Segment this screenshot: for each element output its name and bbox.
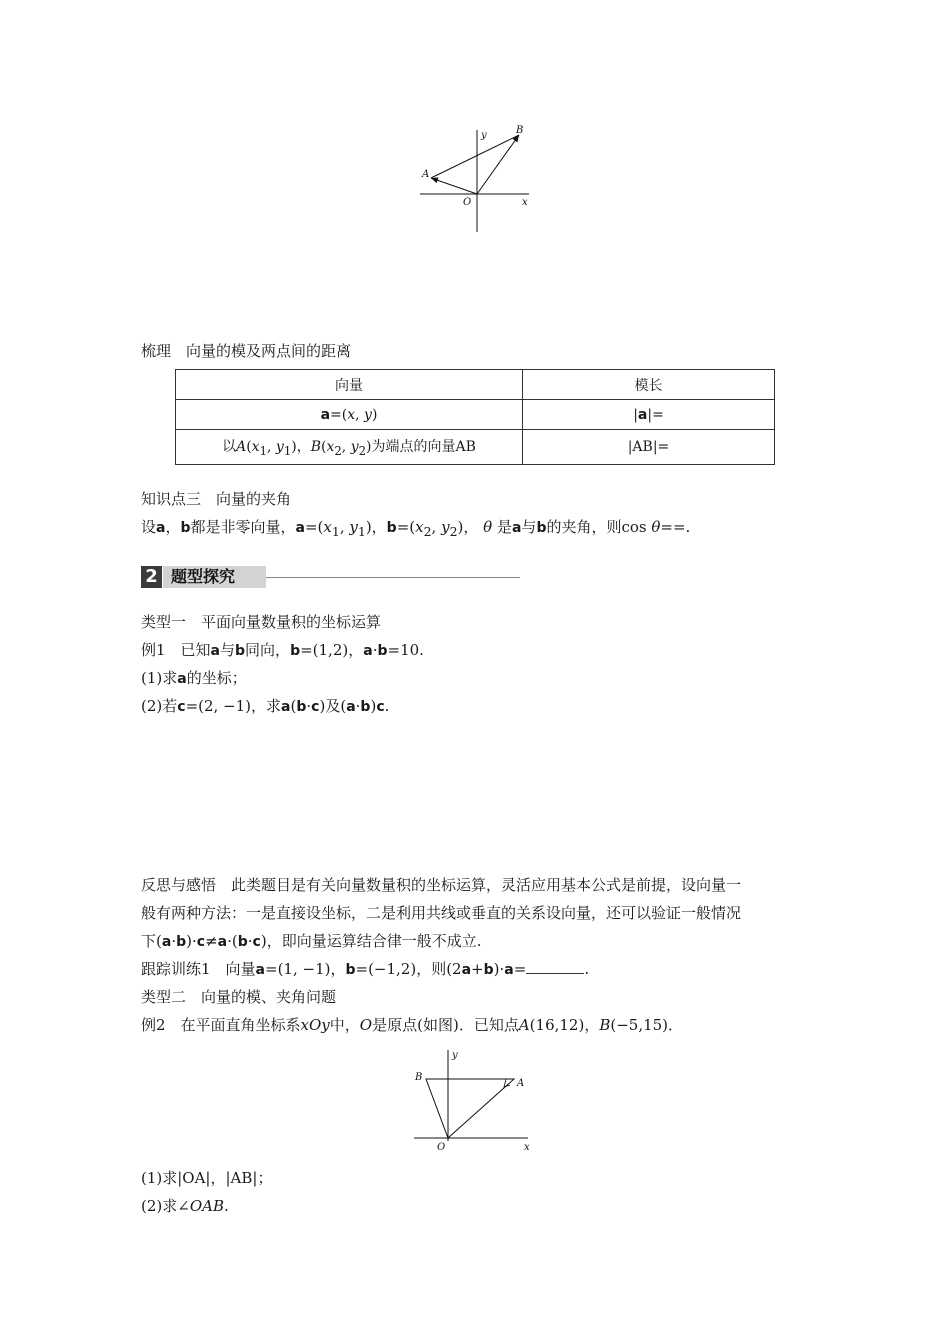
vector-ob <box>477 135 519 194</box>
label-y: y <box>481 130 487 141</box>
table-row <box>176 430 775 465</box>
example2-q2: (2)求∠OAB. <box>141 1197 229 1215</box>
label-a: A <box>517 1078 525 1089</box>
row2-vector: 以$A(x_1$, $y_1$)，$B(x_2$, $y_2$)为端点的向量AB <box>176 430 523 465</box>
example2-stem: 例2 在平面直角坐标系xOy中，O是原点(如图)．已知点A(16,12)，B(−5,15)． <box>141 1016 684 1034</box>
section-rule <box>266 577 520 578</box>
type2-title: 类型二 向量的模、夹角问题 <box>141 988 337 1006</box>
label-x: x <box>524 1142 530 1153</box>
example1-stem: 例1 已知a与b同向，b=(1,2)，a·b=10. <box>141 641 424 659</box>
kp3-text: 设a，b都是非零向量，$a=(x_1$, $y_1$)，$b=(x_2$, $y_2$)， θ 是a与b的夹角，则cos θ==. <box>141 518 691 539</box>
answer-blank[interactable] <box>526 959 584 974</box>
label-x: x <box>522 197 528 208</box>
review-heading: 梳理 向量的模及两点间的距离 <box>141 342 352 360</box>
example1-q1: (1)求a的坐标； <box>141 669 247 687</box>
label-o: O <box>463 197 472 208</box>
header-modulus: 模长 <box>523 370 775 400</box>
triangle-oab <box>426 1079 514 1138</box>
row1-modulus: |a|= <box>523 400 775 430</box>
figure-triangle-oab <box>410 1046 540 1156</box>
kp3-title: 知识点三 向量的夹角 <box>141 490 292 508</box>
label-b: B <box>516 125 524 136</box>
reflect-line2: 般有两种方法：一是直接设坐标，二是利用共线或垂直的关系设向量，还可以验证一般情况 <box>141 904 742 922</box>
section-title: 题型探究 <box>163 566 266 588</box>
segment-ab <box>431 135 519 178</box>
row1-vector: a=(x, y) <box>176 400 523 430</box>
table-header-row <box>176 370 775 400</box>
label-b: B <box>415 1072 423 1083</box>
label-y: y <box>452 1050 458 1061</box>
modulus-table <box>175 369 775 465</box>
label-a: A <box>422 169 430 180</box>
example2-q1: (1)求|OA|，|AB|； <box>141 1169 273 1187</box>
example1-q2: (2)若c=(2, −1)，求a(b·c)及(a·b)c. <box>141 697 390 715</box>
label-o: O <box>437 1142 446 1153</box>
figure-vectors-oa-ob <box>415 122 535 236</box>
section-number: 2 <box>141 566 162 588</box>
header-vector: 向量 <box>176 370 523 400</box>
reflect-line1: 反思与感悟 此类题目是有关向量数量积的坐标运算，灵活应用基本公式是前提，设向量一 <box>141 876 742 894</box>
practice1: 跟踪训练1 向量a=(1, −1)，b=(−1,2)，则(2a+b)·a= . <box>141 960 590 978</box>
vector-oa <box>431 178 477 194</box>
reflect-line3: 下(a·b)·c≠a·(b·c)，即向量运算结合律一般不成立. <box>141 932 482 950</box>
type1-title: 类型一 平面向量数量积的坐标运算 <box>141 613 382 631</box>
row2-modulus: |AB|= <box>523 430 775 465</box>
table-row <box>176 400 775 430</box>
